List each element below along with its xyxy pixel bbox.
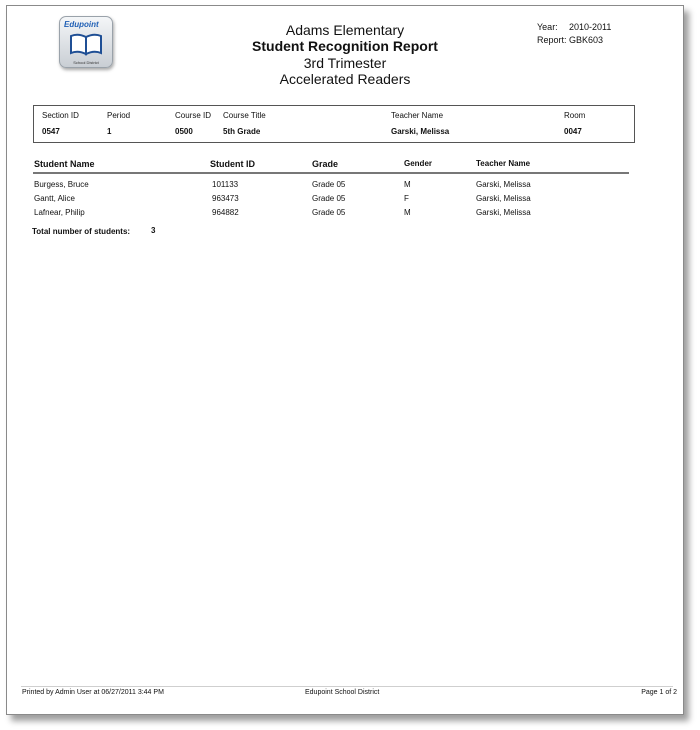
footer-rule [21,686,673,687]
report-code-info [537,35,604,45]
year-value: 2010-2011 [569,22,612,32]
student-name: Burgess, Bruce [34,180,89,189]
page-number: Page 1 of 2 [641,689,677,696]
section-id-value: 0547 [42,127,60,136]
grade-column: Grade [312,159,339,169]
course-title-header: Course Title [223,111,266,120]
period-header: Period [107,111,131,120]
teacher-name-value: Garski, Melissa [391,127,450,136]
report-title: Student Recognition Report [252,38,438,54]
room-header: Room [564,111,586,120]
student-grade: Grade 05 [312,180,346,189]
course-id-header: Course ID [175,111,212,120]
report-subtitle: Accelerated Readers [279,71,411,87]
student-gender: M [404,208,411,217]
report-value: GBK603 [569,35,604,45]
student-gender: F [404,194,409,203]
student-teacher: Garski, Melissa [476,194,531,203]
student-teacher: Garski, Melissa [476,208,531,217]
course-title-value: 5th Grade [223,127,261,136]
logo-text: Edupoint [64,20,99,29]
district-name: Edupoint School District [305,689,380,696]
student-id: 964882 [212,208,239,217]
room-value: 0047 [564,127,582,136]
header-rule [33,172,629,174]
student-name: Gantt, Alice [34,194,75,203]
report-page [6,5,684,715]
year-info [537,22,612,32]
student-id: 101133 [212,180,239,189]
student-gender: M [404,180,411,189]
student-grade: Grade 05 [312,208,346,217]
student-name: Lafnear, Philip [34,208,85,217]
period-value: 1 [107,127,112,136]
term-label: 3rd Trimester [303,55,387,71]
total-students-value: 3 [151,226,156,235]
teacher-name-header: Teacher Name [391,111,444,120]
student-grade: Grade 05 [312,194,346,203]
school-name: Adams Elementary [285,22,405,38]
section-id-header: Section ID [42,111,79,120]
teacher-name-column: Teacher Name [476,159,531,168]
student-teacher: Garski, Melissa [476,180,531,189]
printed-by: Printed by Admin User at 06/27/2011 3:44 PM [22,689,164,696]
student-name-column: Student Name [34,159,95,169]
total-students-label: Total number of students: [32,227,131,236]
section-info-box [33,105,635,143]
logo-subtext: School District [73,60,99,65]
course-id-value: 0500 [175,127,193,136]
gender-column: Gender [404,159,433,168]
student-id: 963473 [212,194,239,203]
year-label: Year: [537,22,558,32]
report-label: Report: [537,35,567,45]
student-id-column: Student ID [210,159,255,169]
